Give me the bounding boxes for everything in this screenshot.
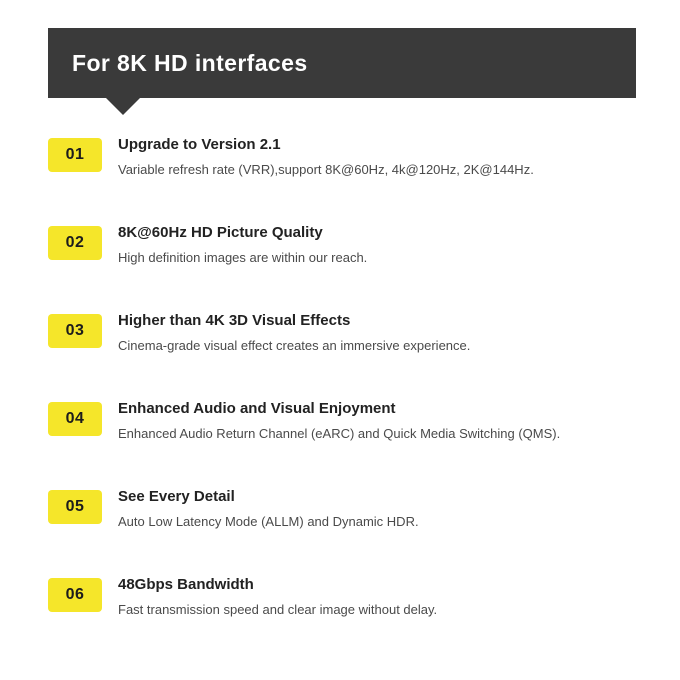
- feature-description: Variable refresh rate (VRR),support 8K@60Hz, 4k@120Hz, 2K@144Hz.: [118, 162, 534, 177]
- feature-text-block: [118, 480, 419, 533]
- feature-title: Upgrade to Version 2.1: [118, 136, 281, 153]
- feature-number-badge: [48, 314, 102, 348]
- feature-number: 04: [65, 410, 85, 427]
- feature-title: Higher than 4K 3D Visual Effects: [118, 312, 351, 329]
- feature-title: Enhanced Audio and Visual Enjoyment: [118, 400, 396, 417]
- feature-number-badge: [48, 578, 102, 612]
- feature-list: [48, 128, 648, 656]
- feature-title: See Every Detail: [118, 488, 235, 505]
- feature-item: [48, 568, 648, 656]
- feature-title: 8K@60Hz HD Picture Quality: [118, 224, 323, 241]
- feature-text-block: [118, 128, 534, 181]
- feature-number: 01: [65, 146, 85, 163]
- feature-text-block: [118, 568, 437, 621]
- feature-number-badge: [48, 402, 102, 436]
- header-bar: [48, 28, 636, 98]
- feature-description: Enhanced Audio Return Channel (eARC) and Quick Media Switching (QMS).: [118, 426, 561, 441]
- feature-text-block: [118, 392, 560, 445]
- feature-description: High definition images are within our reach.: [118, 250, 368, 265]
- feature-title: 48Gbps Bandwidth: [118, 576, 254, 593]
- header-notch-arrow: [106, 98, 140, 115]
- feature-description: Auto Low Latency Mode (ALLM) and Dynamic HDR.: [118, 514, 419, 529]
- feature-description: Fast transmission speed and clear image without delay.: [118, 602, 438, 617]
- page-title: For 8K HD interfaces: [72, 49, 308, 76]
- feature-number: 06: [65, 586, 85, 603]
- feature-item: [48, 128, 648, 216]
- feature-item: [48, 480, 648, 568]
- feature-item: [48, 392, 648, 480]
- feature-number-badge: [48, 226, 102, 260]
- feature-number-badge: [48, 138, 102, 172]
- feature-text-block: [118, 216, 367, 269]
- header-banner: [48, 28, 636, 98]
- feature-item: [48, 304, 648, 392]
- feature-item: [48, 216, 648, 304]
- feature-number: 03: [65, 322, 85, 339]
- feature-number: 02: [65, 234, 85, 251]
- feature-text-block: [118, 304, 470, 357]
- feature-number: 05: [65, 498, 85, 515]
- feature-number-badge: [48, 490, 102, 524]
- feature-description: Cinema-grade visual effect creates an immersive experience.: [118, 338, 471, 353]
